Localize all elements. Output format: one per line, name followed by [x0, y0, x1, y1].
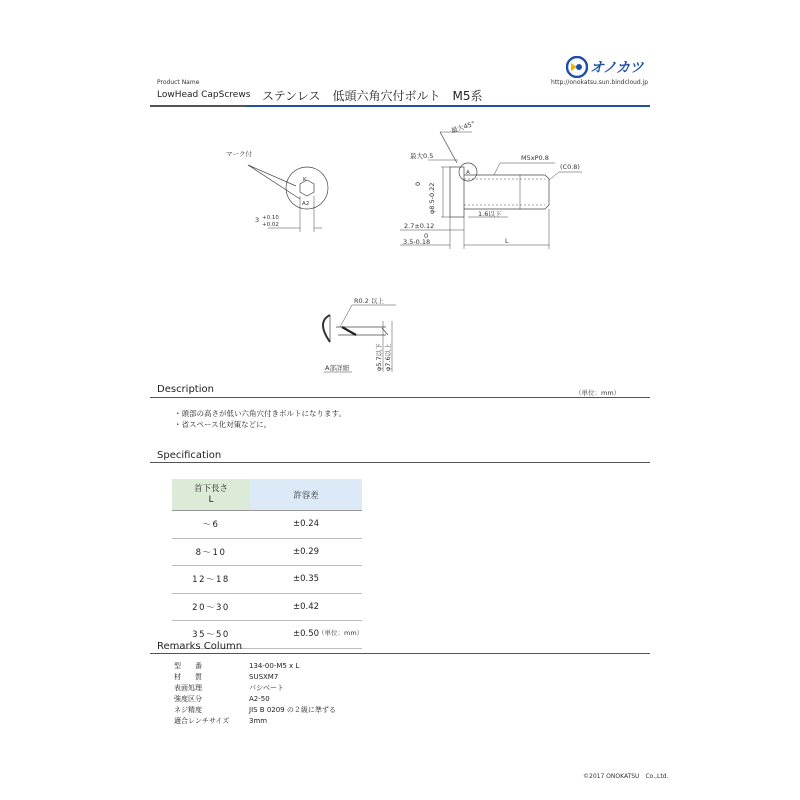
remark-row: [174, 716, 267, 726]
header-length-line2: L: [208, 494, 214, 505]
product-name: LowHead CapScrews: [157, 90, 251, 100]
fillet-radius-label: R0.2 以上: [354, 297, 384, 305]
detail-head-fillet: [323, 315, 330, 342]
page-title: ステンレス 低頭六角穴付ボルト M5系: [262, 89, 483, 103]
remark-key: 適合レンチサイズ: [174, 717, 230, 725]
length-cell: 12～18: [172, 566, 250, 594]
length-cell: 8～10: [172, 538, 250, 566]
mark-leader-line: [248, 165, 296, 186]
overall-head-dim: 3.5-0.18: [403, 238, 431, 246]
tolerance-cell: ±0.29: [250, 538, 362, 566]
head-dia-label: φ8.5-0.22: [428, 182, 436, 214]
remark-key: 型 番: [174, 662, 202, 670]
head-tol-zero: 0: [424, 232, 429, 240]
detail-a-label: A: [466, 170, 470, 176]
description-title: Description: [157, 384, 214, 395]
tolerance-cell: ±0.24: [250, 511, 362, 539]
tolerance-cell: ±0.50: [250, 621, 362, 649]
header-length: [172, 479, 250, 511]
specification-rule: [150, 462, 650, 463]
detail-a-title: A部詳細: [325, 364, 349, 372]
head-dia-zero: 0: [414, 181, 422, 186]
remark-row: [174, 672, 278, 682]
remark-row: [174, 694, 270, 704]
company-url[interactable]: http://onokatsu.sun.bindcloud.jp: [551, 79, 649, 86]
remark-row: [174, 661, 299, 671]
remarks-title: Remarks Column: [157, 641, 243, 652]
thread-label: M5xP0.8: [521, 154, 549, 162]
head-height-dim: 2.7±0.12: [404, 222, 435, 230]
mark-label: マーク付: [226, 150, 252, 158]
remark-value: パシベート: [249, 684, 284, 692]
tolerance-cell: ±0.42: [250, 593, 362, 621]
tolerance-table: [172, 479, 362, 649]
length-l-label: L: [505, 237, 509, 245]
hex-size-dim: 3: [255, 216, 260, 224]
hex-tol-lower: +0.02: [262, 222, 279, 228]
label-a2: A2: [302, 201, 310, 207]
remark-row: [174, 705, 336, 715]
dia-57-label: φ5.7以下: [375, 343, 383, 371]
mark-leader-line: [248, 165, 300, 199]
remarks-rule: [150, 653, 650, 654]
spec-unit: （単位：mm）: [318, 629, 364, 637]
description-line: ・頭部の高さが低い六角穴付きボルトになります。: [174, 409, 346, 418]
max-05-label: 最大0.5: [410, 152, 434, 160]
product-name-label: Product Name: [157, 79, 200, 86]
description-unit: （単位：mm）: [575, 389, 621, 397]
remark-value: 3mm: [249, 717, 268, 725]
remark-row: [174, 683, 284, 693]
table-header-row: [172, 479, 362, 511]
remark-value: A2-50: [249, 695, 270, 703]
remark-value: 134-00-M5 x L: [249, 662, 300, 670]
copyright: ©2017 ONOKATSU Co.,Ltd.: [583, 773, 669, 780]
table-row: [172, 511, 362, 539]
length-cell: ～6: [172, 511, 250, 539]
length-cell: 20～30: [172, 593, 250, 621]
label-k: K: [303, 177, 307, 183]
length-cell: 35～50: [172, 621, 250, 649]
bolt-head-outline: [450, 167, 464, 217]
remark-value: SUSXM7: [249, 673, 279, 681]
table-row: [172, 566, 362, 594]
table-row: [172, 538, 362, 566]
remark-key: 表面処理: [174, 684, 202, 692]
header-tolerance: 許容差: [250, 479, 362, 511]
chamfer-max-label: 最大45°: [450, 119, 476, 135]
table-row: [172, 593, 362, 621]
hex-tol-upper: +0.10: [262, 215, 279, 221]
dia-76-label: φ7.6以上: [384, 343, 392, 371]
specification-title: Specification: [157, 450, 222, 461]
remark-key: ネジ精度: [174, 706, 202, 714]
remark-value: JIS B 0209 の２級に準ずる: [249, 706, 336, 714]
remark-key: 材 質: [174, 673, 202, 681]
chamfer-c08-label: (C0.8): [560, 163, 580, 171]
description-rule: [150, 397, 650, 398]
remark-key: 強度区分: [174, 695, 202, 703]
logo-text: オノカツ: [590, 60, 644, 76]
tolerance-cell: ±0.35: [250, 566, 362, 594]
under-head-label: 1.6以下: [478, 210, 502, 218]
description-line: ・省スペース化対策などに。: [174, 420, 272, 429]
header-length-line1: 首下長さ: [193, 483, 228, 494]
